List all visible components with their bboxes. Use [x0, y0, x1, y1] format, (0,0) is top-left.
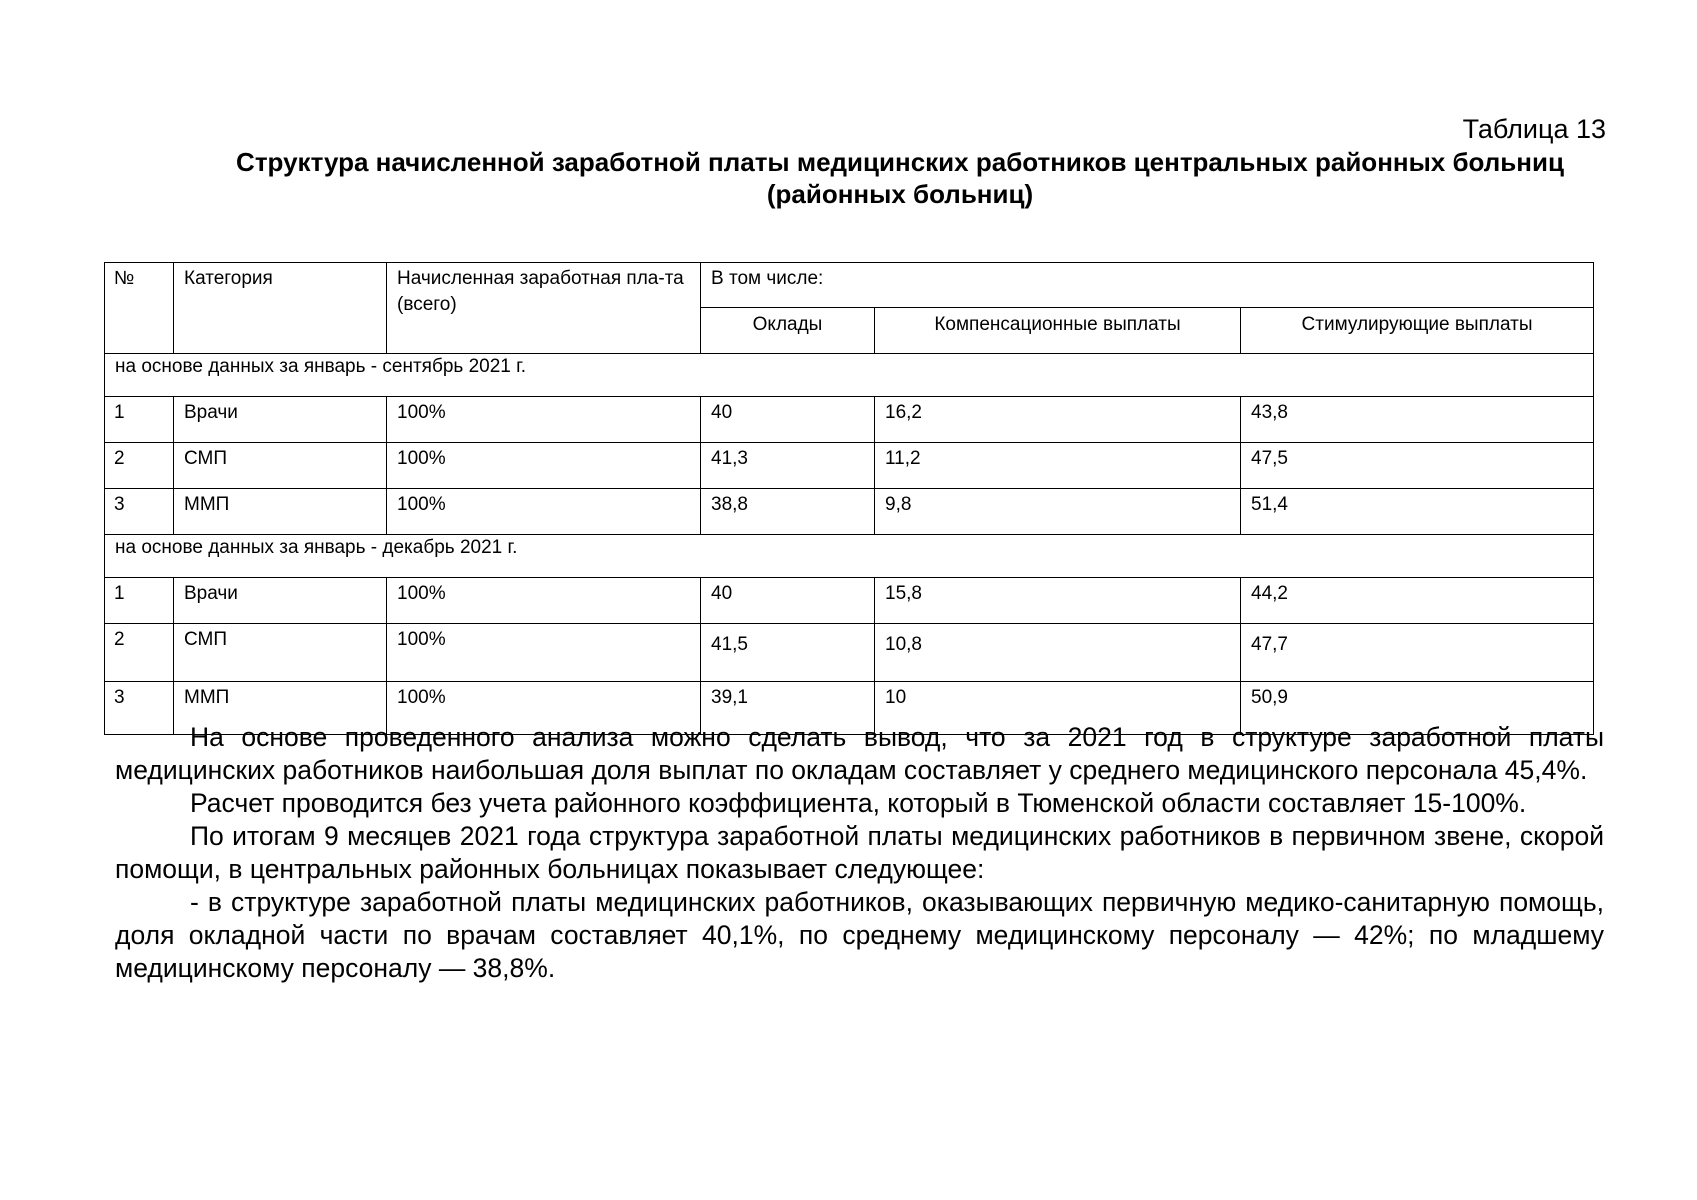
section-label: на основе данных за январь - декабрь 2021 г. [105, 535, 1594, 578]
table-row [105, 397, 1594, 443]
cell-salaries: 38,8 [701, 489, 875, 535]
cell-incentive: 51,4 [1241, 489, 1594, 535]
paragraph: Расчет проводится без учета районного коэффициента, который в Тюменской области составляет 15-100%. [190, 788, 1527, 818]
header-including: В том числе: [701, 263, 1594, 308]
header-compensation: Компенсационные выплаты [875, 308, 1241, 354]
cell-num: 1 [105, 578, 174, 624]
cell-total: 100% [387, 397, 701, 443]
cell-compensation: 16,2 [875, 397, 1241, 443]
cell-incentive: 47,7 [1241, 624, 1594, 682]
cell-category: ММП [174, 489, 387, 535]
cell-num: 3 [105, 682, 174, 735]
cell-total: 100% [387, 682, 701, 735]
cell-incentive: 47,5 [1241, 443, 1594, 489]
cell-category: Врачи [174, 397, 387, 443]
cell-compensation: 9,8 [875, 489, 1241, 535]
paragraph: - в структуре заработной платы медицинских работников, оказывающих первичную медико-санитарную помощь, доля окладной части по врачам составляет 40,1%, по среднему медицинскому персоналу — 42%; по младшему медицинскому персоналу — 38,8%. [115, 887, 1604, 983]
cell-salaries: 39,1 [701, 682, 875, 735]
section-row [105, 535, 1594, 578]
cell-num: 2 [105, 624, 174, 682]
cell-salaries: 41,3 [701, 443, 875, 489]
paragraph: По итогам 9 месяцев 2021 года структура заработной платы медицинских работников в первичном звене, скорой помощи, в центральных районных больницах показывает следующее: [115, 821, 1604, 884]
table-row [105, 624, 1594, 682]
cell-category: ММП [174, 682, 387, 735]
table-row [105, 578, 1594, 624]
cell-compensation: 10 [875, 682, 1241, 735]
section-label: на основе данных за январь - сентябрь 2021 г. [105, 354, 1594, 397]
header-category: Категория [174, 263, 387, 354]
cell-category: СМП [174, 624, 387, 682]
cell-compensation: 15,8 [875, 578, 1241, 624]
cell-num: 1 [105, 397, 174, 443]
header-num: № [105, 263, 174, 354]
body-text [115, 721, 1604, 985]
cell-total: 100% [387, 624, 701, 682]
cell-num: 3 [105, 489, 174, 535]
table-caption: Таблица 13 [1462, 114, 1606, 144]
cell-incentive: 44,2 [1241, 578, 1594, 624]
cell-salaries: 40 [701, 397, 875, 443]
salary-structure-table [104, 262, 1594, 735]
cell-category: СМП [174, 443, 387, 489]
cell-compensation: 10,8 [875, 624, 1241, 682]
cell-total: 100% [387, 489, 701, 535]
table-header-row [105, 263, 1594, 308]
cell-incentive: 43,8 [1241, 397, 1594, 443]
cell-salaries: 41,5 [701, 624, 875, 682]
cell-category: Врачи [174, 578, 387, 624]
section-row [105, 354, 1594, 397]
cell-total: 100% [387, 443, 701, 489]
cell-incentive: 50,9 [1241, 682, 1594, 735]
header-incentive: Стимулирующие выплаты [1241, 308, 1594, 354]
header-salaries: Оклады [701, 308, 875, 354]
cell-total: 100% [387, 578, 701, 624]
cell-compensation: 11,2 [875, 443, 1241, 489]
paragraph: На основе проведенного анализа можно сделать вывод, что за 2021 год в структуре заработной платы медицинских работников наибольшая доля выплат по окладам составляет у среднего медицинского персонала 45,4%. [115, 722, 1604, 785]
cell-salaries: 40 [701, 578, 875, 624]
header-total: Начисленная заработная пла-та (всего) [387, 263, 701, 354]
table-row [105, 489, 1594, 535]
cell-num: 2 [105, 443, 174, 489]
table-row [105, 443, 1594, 489]
table-title: Структура начисленной заработной платы медицинских работников центральных районных больниц (районных больниц) [236, 147, 1564, 209]
